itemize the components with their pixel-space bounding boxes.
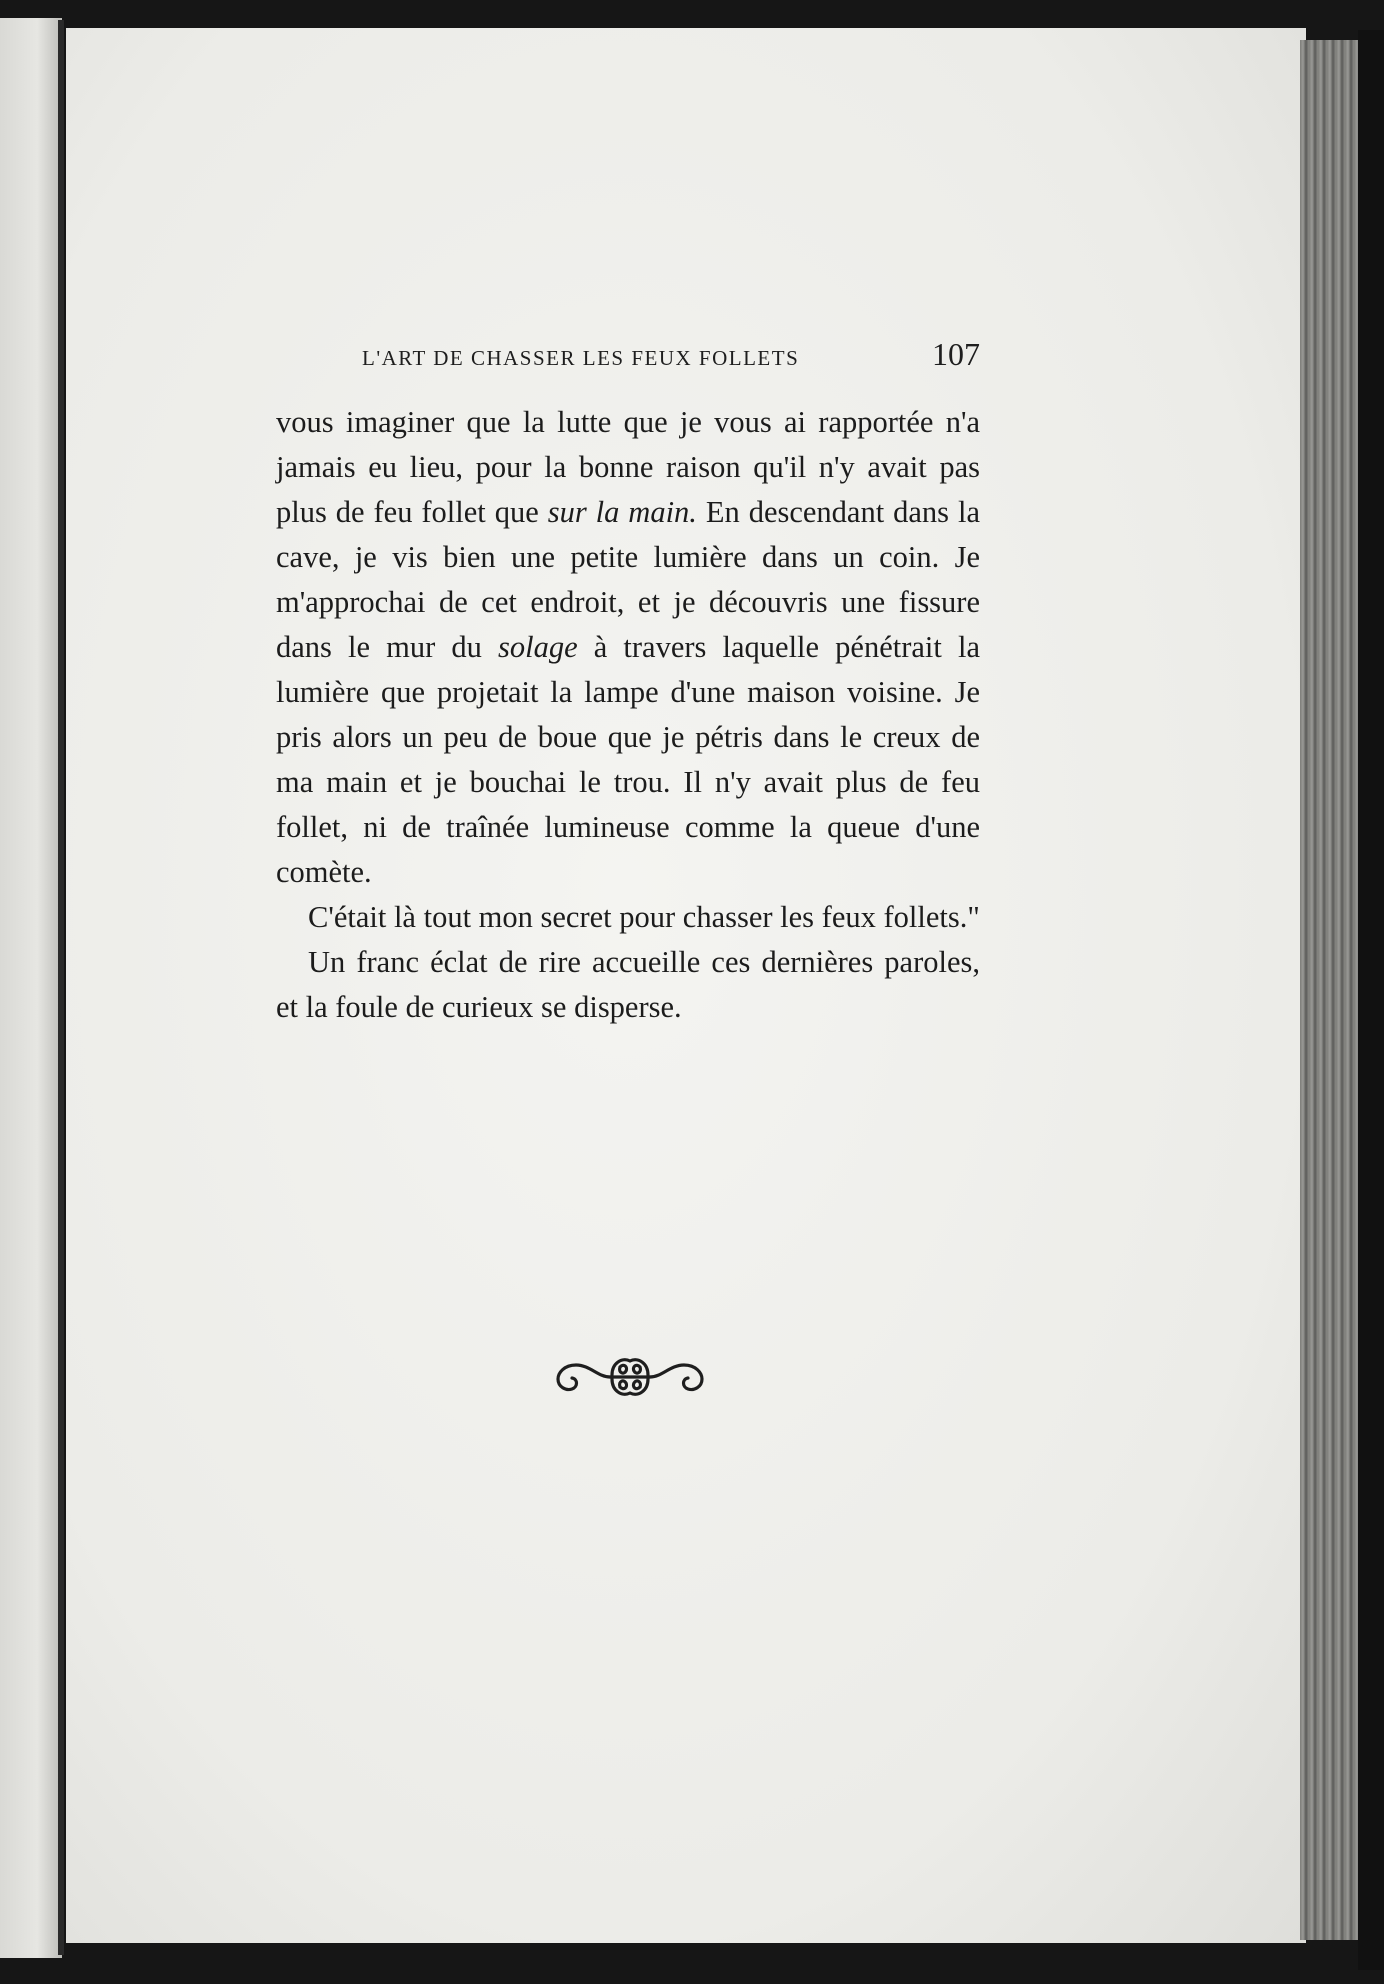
binding-gutter [58,20,64,1955]
page-stack-edge [1300,40,1362,1940]
text-run: à travers laquelle pénétrait la lumière que projetait la lampe d'une maison voisine. Je pris alors un peu de boue que je pétris dans le creux de ma main et je bouchai le trou. Il n'y avait plus de feu follet, ni de traînée lumineuse comme la queue d'une comète. [276,630,980,889]
text-run: Un franc éclat de rire accueille ces dernières paroles, et la foule de curieux se disperse. [276,945,980,1024]
page-number: 107 [932,336,980,372]
paragraph [276,895,980,940]
scroll-ornament-icon [550,1345,710,1409]
paragraph [276,400,980,895]
text-run: vous imaginer que la lutte que je vous ai rapportée n'a jamais eu lieu, pour la bonne raison qu'il n'y avait pas plus de feu follet que [276,405,980,529]
left-page-edge [0,18,62,1958]
italic-phrase: solage [498,630,578,664]
running-title: L'ART DE CHASSER LES FEUX FOLLETS [362,346,800,370]
text-run: En descendant dans la cave, je vis bien une petite lumière dans un coin. Je m'approchai de cet endroit, et je découvris une fissure dans le mur du [276,495,981,664]
italic-phrase: sur la main. [547,495,697,529]
text-run: C'était là tout mon secret pour chasser les feux follets." [308,900,980,934]
paragraph [276,940,980,1030]
body-text [276,400,980,1030]
scan-border [1358,30,1384,1970]
